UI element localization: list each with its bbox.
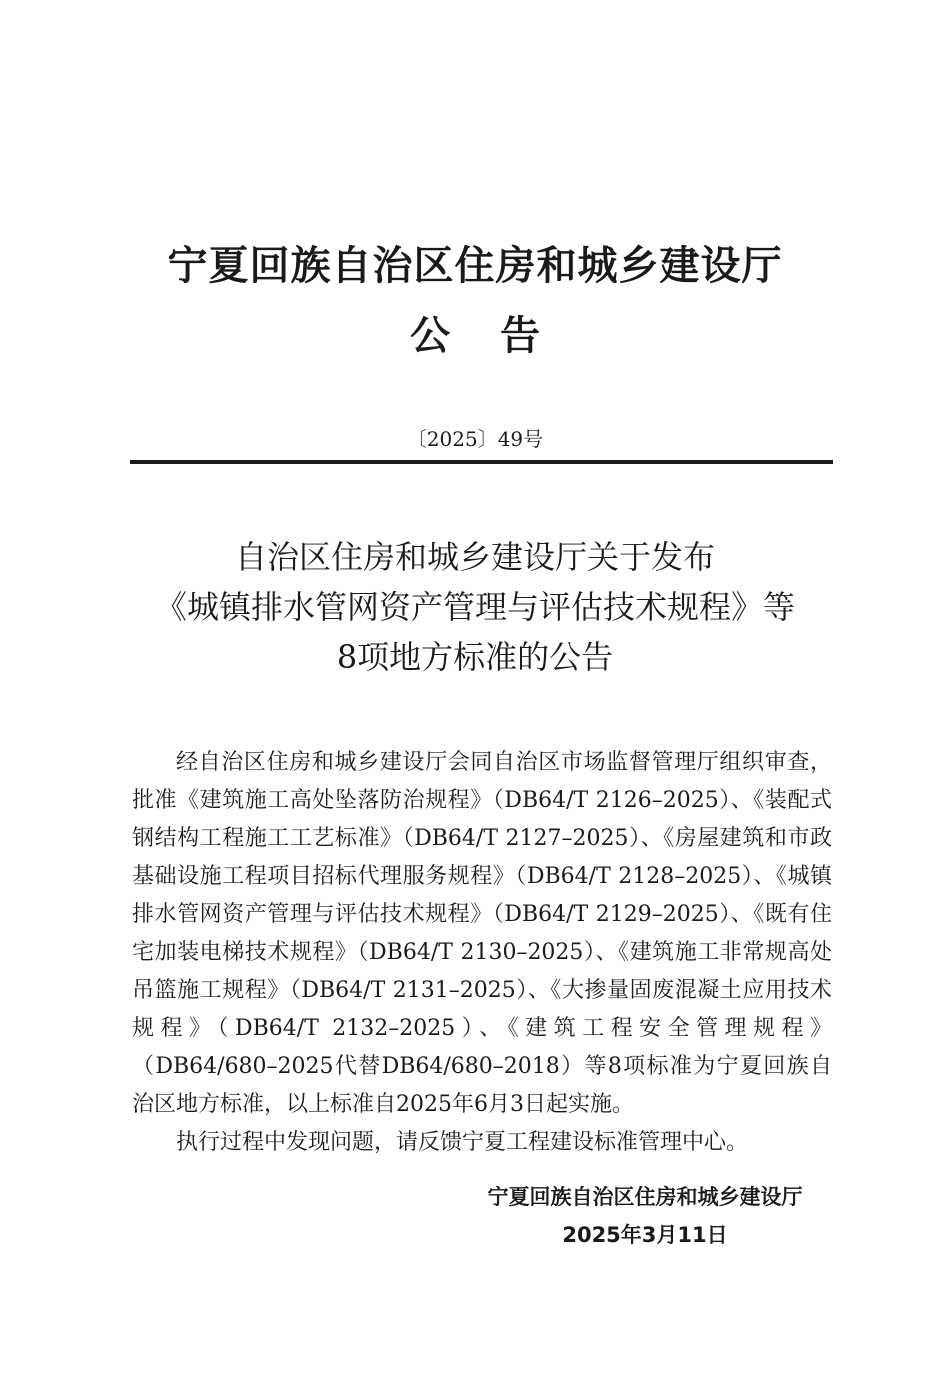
body-paragraph: 经自治区住房和城乡建设厅会同自治区市场监督管理厅组织审查，批准《建筑施工高处坠落防治规程》（DB64/T 2126–2025）、《装配式钢结构工程施工工艺标准》（DB64/T 2127–2025）、《房屋建筑和市政基础设施工程项目招标代理服务规程》（DB64/T 2128–2025）、《城镇排水管网资产管理与评估技术规程》（DB64/T 2129–2025）、《既有住宅加装电梯技术规程》（DB64/T 2130–2025）、《建筑施工非常规高处吊篮施工规程》（DB64/T 2131–2025）、《大掺量固废混凝土应用技术规程》（DB64/T 2132–2025）、《建筑工程安全管理规程》（DB64/680–2025代替DB64/680–2018）等8项标准为宁夏回族自治区地方标准，以上标准自2025年6月3日起实施。 bbox=[132, 750, 832, 1117]
body-paragraph: 执行过程中发现问题，请反馈宁夏工程建设标准管理中心。 bbox=[176, 1130, 749, 1155]
header-divider bbox=[130, 460, 833, 464]
document-number: 〔2025〕49号 bbox=[406, 427, 544, 451]
issuer-heading: 宁夏回族自治区住房和城乡建设厅 bbox=[167, 243, 783, 289]
signature-block bbox=[440, 1178, 850, 1254]
announcement-body bbox=[132, 744, 832, 1162]
signature-organization: 宁夏回族自治区住房和城乡建设厅 bbox=[487, 1185, 803, 1209]
title-line: 8项地方标准的公告 bbox=[336, 638, 614, 676]
signature-date: 2025年3月11日 bbox=[562, 1223, 728, 1247]
document-type-heading: 公告 bbox=[410, 313, 590, 359]
announcement-title bbox=[100, 532, 850, 682]
title-line: 自治区住房和城乡建设厅关于发布 bbox=[234, 538, 715, 576]
title-line: 《城镇排水管网资产管理与评估技术规程》等 bbox=[154, 588, 795, 626]
